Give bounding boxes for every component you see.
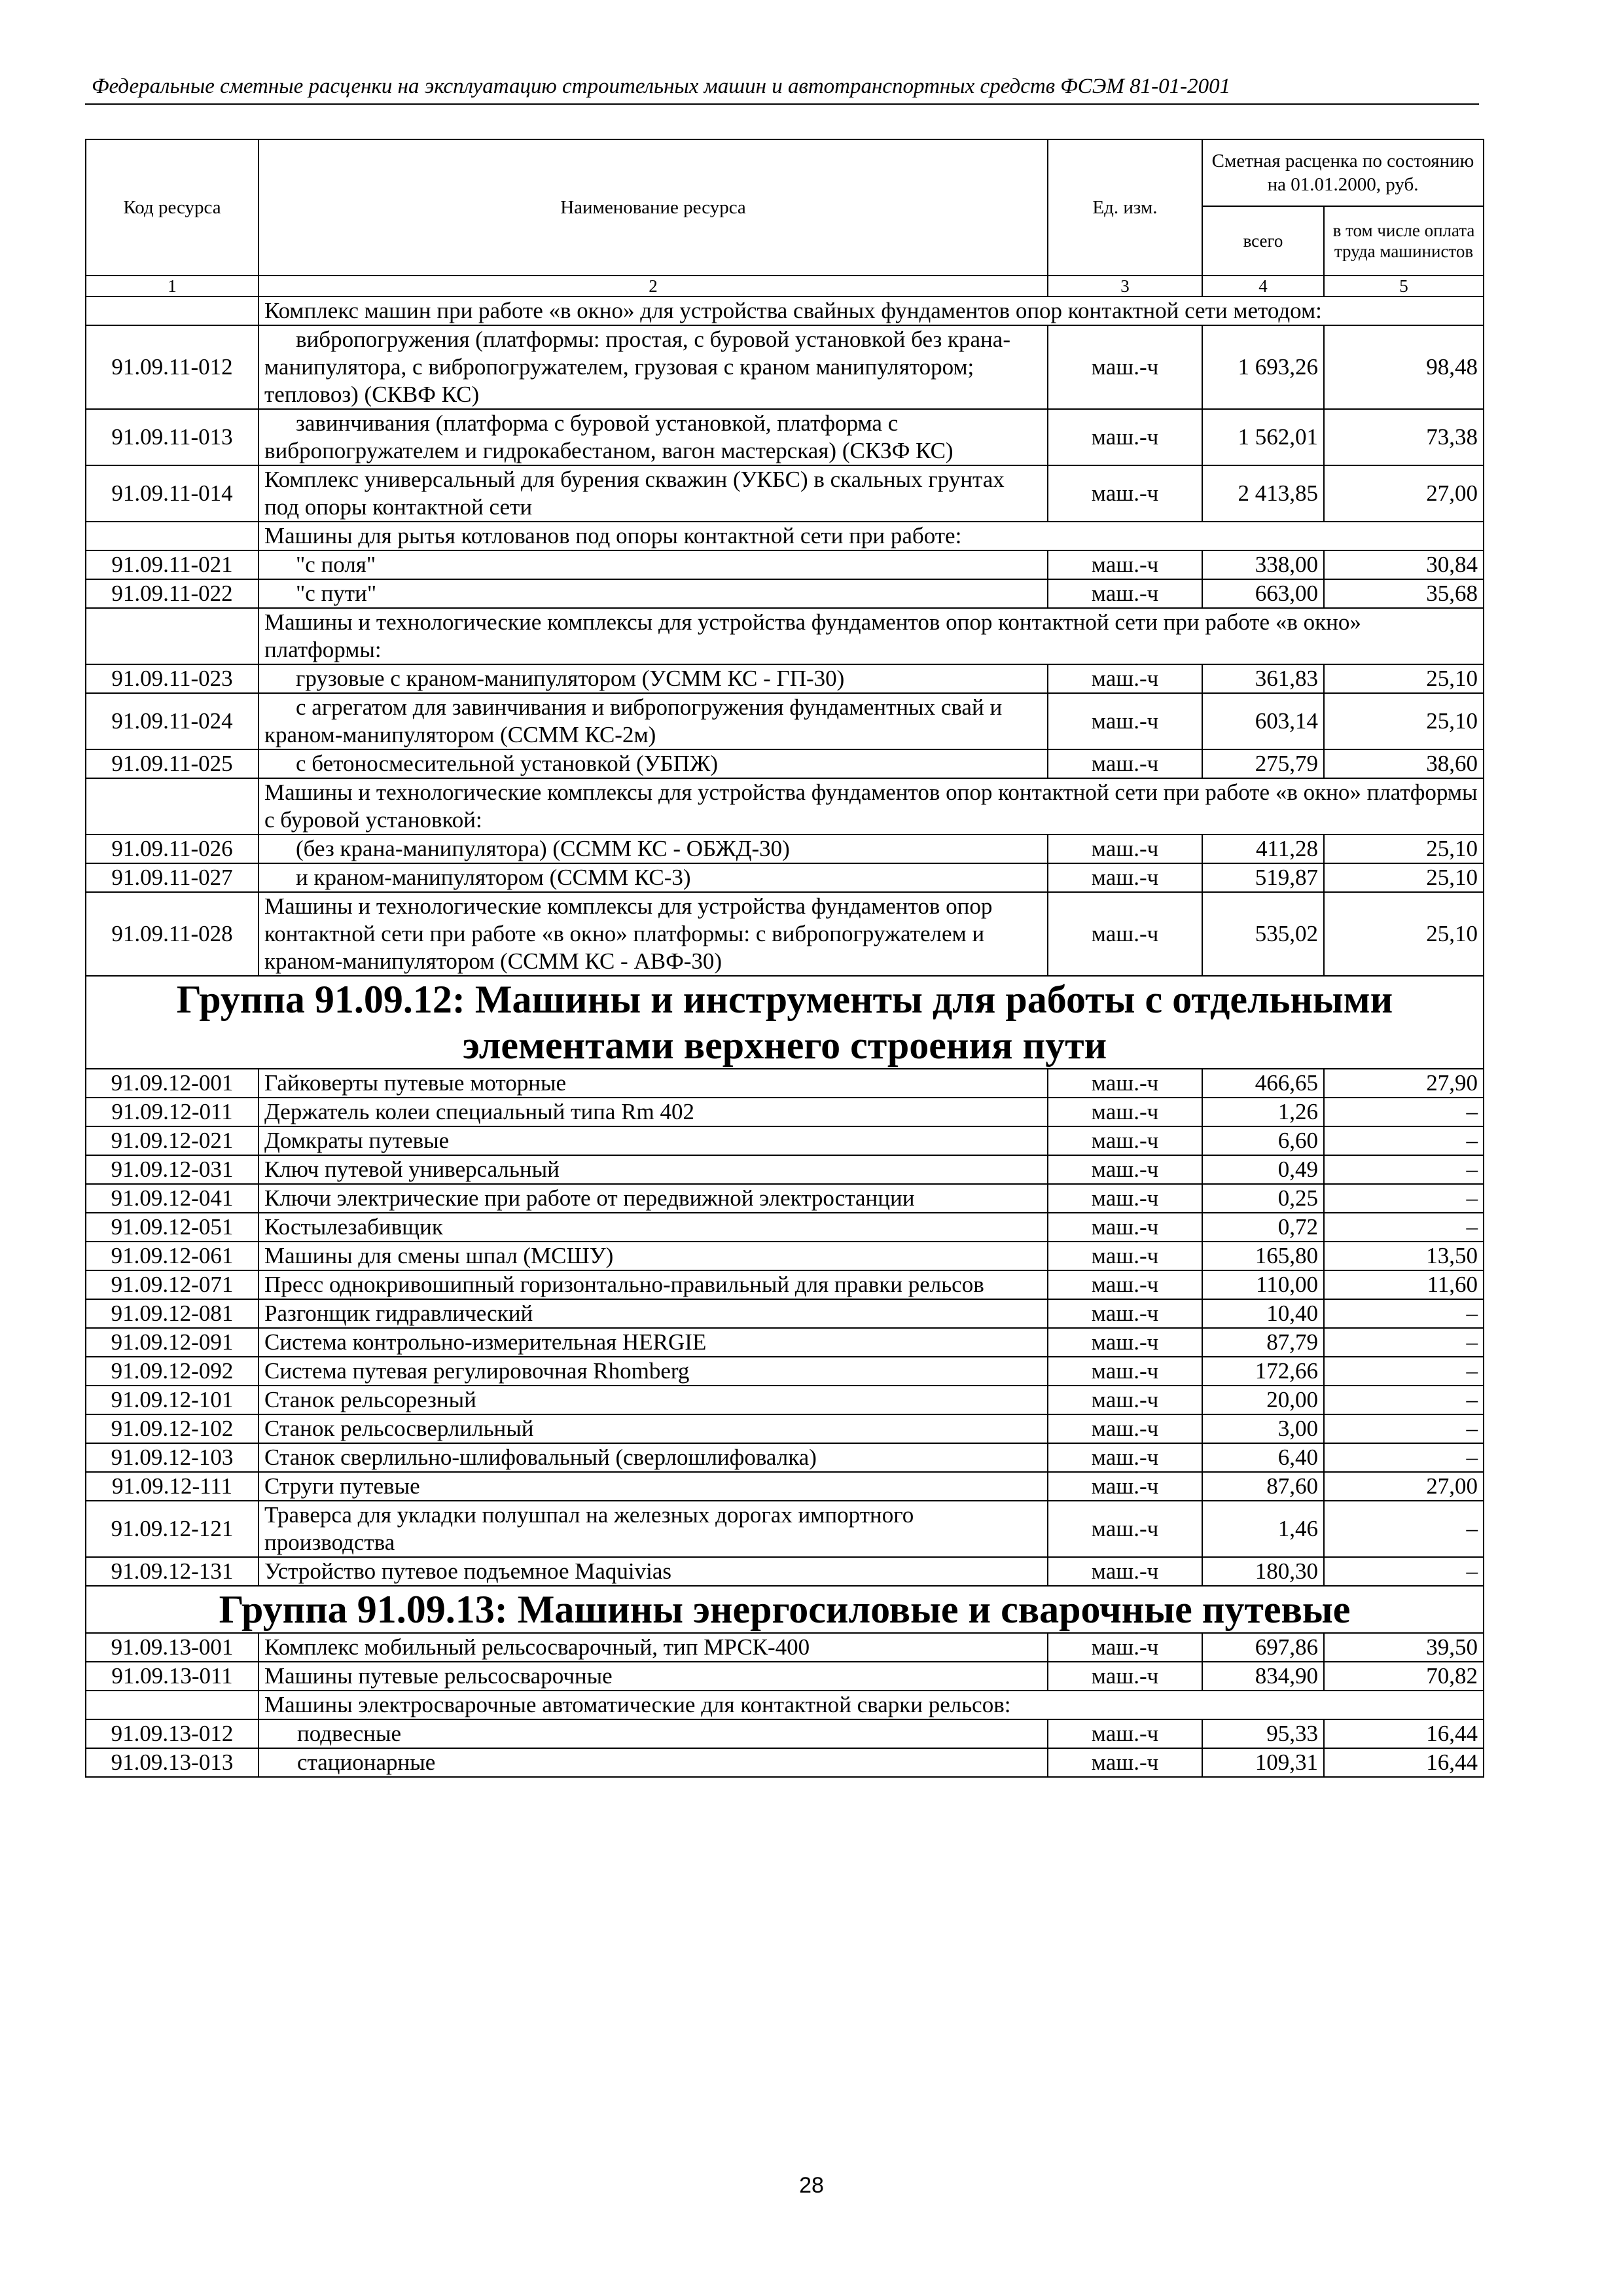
group-heading: Группа 91.09.13: Машины энергосиловые и сварочные путевые bbox=[86, 1586, 1484, 1633]
price-total: 466,65 bbox=[1202, 1069, 1324, 1098]
resource-code: 91.09.12-081 bbox=[86, 1299, 259, 1328]
resource-code: 91.09.11-012 bbox=[86, 325, 259, 409]
price-wage: 98,48 bbox=[1324, 325, 1484, 409]
resource-code: 91.09.12-021 bbox=[86, 1126, 259, 1155]
price-total: 87,79 bbox=[1202, 1328, 1324, 1357]
resource-code: 91.09.11-014 bbox=[86, 465, 259, 522]
price-total: 109,31 bbox=[1202, 1748, 1324, 1777]
price-total: 535,02 bbox=[1202, 892, 1324, 976]
resource-name: подвесные bbox=[259, 1719, 1048, 1748]
price-wage: – bbox=[1324, 1386, 1484, 1414]
unit-cell: маш.-ч bbox=[1048, 1414, 1202, 1443]
section-code-cell bbox=[86, 778, 259, 834]
table-row bbox=[86, 1748, 1484, 1777]
table-row bbox=[86, 1098, 1484, 1126]
unit-cell: маш.-ч bbox=[1048, 863, 1202, 892]
price-wage: 27,90 bbox=[1324, 1069, 1484, 1098]
unit-cell: маш.-ч bbox=[1048, 550, 1202, 579]
table-row bbox=[86, 579, 1484, 608]
unit-cell: маш.-ч bbox=[1048, 1633, 1202, 1662]
resource-name: "с пути" bbox=[259, 579, 1048, 608]
price-wage: 25,10 bbox=[1324, 892, 1484, 976]
resource-name: и краном-манипулятором (ССММ КС-3) bbox=[259, 863, 1048, 892]
unit-cell: маш.-ч bbox=[1048, 834, 1202, 863]
group-heading: Группа 91.09.12: Машины и инструменты для работы с отдельными элементами верхнего строения пути bbox=[86, 976, 1484, 1069]
price-wage: 25,10 bbox=[1324, 693, 1484, 749]
table-row bbox=[86, 892, 1484, 976]
table-row bbox=[86, 664, 1484, 693]
unit-cell: маш.-ч bbox=[1048, 1155, 1202, 1184]
group-row bbox=[86, 976, 1484, 1069]
unit-cell: маш.-ч bbox=[1048, 465, 1202, 522]
group-row bbox=[86, 1586, 1484, 1633]
table-row bbox=[86, 1557, 1484, 1586]
resource-code: 91.09.11-026 bbox=[86, 834, 259, 863]
resource-name: Костылезабивщик bbox=[259, 1213, 1048, 1242]
price-wage: 25,10 bbox=[1324, 863, 1484, 892]
price-wage: 11,60 bbox=[1324, 1270, 1484, 1299]
resource-name: стационарные bbox=[259, 1748, 1048, 1777]
table-row bbox=[86, 1069, 1484, 1098]
header-wage: в том числе оплата труда машинистов bbox=[1324, 206, 1484, 276]
table-row bbox=[86, 1155, 1484, 1184]
price-wage: 38,60 bbox=[1324, 749, 1484, 778]
unit-cell: маш.-ч bbox=[1048, 579, 1202, 608]
table-row bbox=[86, 749, 1484, 778]
table-row bbox=[86, 1472, 1484, 1501]
column-number: 4 bbox=[1202, 276, 1324, 296]
price-total: 0,49 bbox=[1202, 1155, 1324, 1184]
resource-code: 91.09.12-103 bbox=[86, 1443, 259, 1472]
price-wage: – bbox=[1324, 1126, 1484, 1155]
resource-name: Ключ путевой универсальный bbox=[259, 1155, 1048, 1184]
resource-name: Ключи электрические при работе от передвижной электростанции bbox=[259, 1184, 1048, 1213]
table-row bbox=[86, 1633, 1484, 1662]
unit-cell: маш.-ч bbox=[1048, 1357, 1202, 1386]
price-wage: 27,00 bbox=[1324, 1472, 1484, 1501]
section-code-cell bbox=[86, 522, 259, 550]
table-row bbox=[86, 1242, 1484, 1270]
section-heading: Машины и технологические комплексы для устройства фундаментов опор контактной сети при работе «в окно» платформы с буровой установкой: bbox=[259, 778, 1484, 834]
resource-name: Траверса для укладки полушпал на железных дорогах импортного производства bbox=[259, 1501, 1048, 1557]
resource-code: 91.09.12-121 bbox=[86, 1501, 259, 1557]
header-total: всего bbox=[1202, 206, 1324, 276]
price-wage: – bbox=[1324, 1299, 1484, 1328]
unit-cell: маш.-ч bbox=[1048, 1386, 1202, 1414]
price-wage: – bbox=[1324, 1414, 1484, 1443]
column-number: 1 bbox=[86, 276, 259, 296]
unit-cell: маш.-ч bbox=[1048, 1472, 1202, 1501]
section-row bbox=[86, 296, 1484, 325]
section-code-cell bbox=[86, 1691, 259, 1719]
resource-name: Пресс однокривошипный горизонтально-правильный для правки рельсов bbox=[259, 1270, 1048, 1299]
resource-code: 91.09.11-022 bbox=[86, 579, 259, 608]
resource-name: Разгонщик гидравлический bbox=[259, 1299, 1048, 1328]
resource-code: 91.09.12-091 bbox=[86, 1328, 259, 1357]
table-row bbox=[86, 1501, 1484, 1557]
price-wage: – bbox=[1324, 1443, 1484, 1472]
section-code-cell bbox=[86, 296, 259, 325]
resource-name: Домкраты путевые bbox=[259, 1126, 1048, 1155]
table-body bbox=[86, 296, 1484, 1777]
resource-code: 91.09.12-102 bbox=[86, 1414, 259, 1443]
unit-cell: маш.-ч bbox=[1048, 1501, 1202, 1557]
rates-table bbox=[85, 139, 1484, 1778]
table-row bbox=[86, 1386, 1484, 1414]
resource-code: 91.09.11-028 bbox=[86, 892, 259, 976]
resource-name: Система контрольно-измерительная HERGIE bbox=[259, 1328, 1048, 1357]
table-row bbox=[86, 693, 1484, 749]
table-row bbox=[86, 1357, 1484, 1386]
resource-name: Машины для смены шпал (МСШУ) bbox=[259, 1242, 1048, 1270]
price-total: 663,00 bbox=[1202, 579, 1324, 608]
resource-name: вибропогружения (платформы: простая, с буровой установкой без крана- манипулятора, с вибропогружателем, грузовая с краном манипулятором; тепловоз) (СКВФ КС) bbox=[259, 325, 1048, 409]
table-row bbox=[86, 1662, 1484, 1691]
price-wage: 16,44 bbox=[1324, 1748, 1484, 1777]
price-total: 834,90 bbox=[1202, 1662, 1324, 1691]
price-total: 180,30 bbox=[1202, 1557, 1324, 1586]
table-row bbox=[86, 409, 1484, 465]
table-row bbox=[86, 1184, 1484, 1213]
resource-name: Комплекс универсальный для бурения скважин (УКБС) в скальных грунтах под опоры контактной сети bbox=[259, 465, 1048, 522]
section-row bbox=[86, 1691, 1484, 1719]
resource-code: 91.09.12-011 bbox=[86, 1098, 259, 1126]
price-total: 411,28 bbox=[1202, 834, 1324, 863]
resource-name: Станок сверлильно-шлифовальный (сверлошлифовалка) bbox=[259, 1443, 1048, 1472]
header-rule bbox=[85, 103, 1479, 105]
unit-cell: маш.-ч bbox=[1048, 1748, 1202, 1777]
price-wage: – bbox=[1324, 1557, 1484, 1586]
price-total: 1 562,01 bbox=[1202, 409, 1324, 465]
section-heading: Комплекс машин при работе «в окно» для устройства свайных фундаментов опор контактной сети методом: bbox=[259, 296, 1484, 325]
price-total: 2 413,85 bbox=[1202, 465, 1324, 522]
price-wage: – bbox=[1324, 1098, 1484, 1126]
price-wage: – bbox=[1324, 1155, 1484, 1184]
table-row bbox=[86, 1443, 1484, 1472]
table-row bbox=[86, 1270, 1484, 1299]
unit-cell: маш.-ч bbox=[1048, 325, 1202, 409]
price-total: 165,80 bbox=[1202, 1242, 1324, 1270]
price-wage: – bbox=[1324, 1328, 1484, 1357]
price-total: 1 693,26 bbox=[1202, 325, 1324, 409]
unit-cell: маш.-ч bbox=[1048, 1719, 1202, 1748]
resource-name: (без крана-манипулятора) (ССММ КС - ОБЖД-30) bbox=[259, 834, 1048, 863]
resource-name: с агрегатом для завинчивания и вибропогружения фундаментных свай и краном-манипулятором (ССММ КС-2м) bbox=[259, 693, 1048, 749]
resource-code: 91.09.13-011 bbox=[86, 1662, 259, 1691]
price-total: 361,83 bbox=[1202, 664, 1324, 693]
price-wage: – bbox=[1324, 1213, 1484, 1242]
price-total: 603,14 bbox=[1202, 693, 1324, 749]
resource-name: Комплекс мобильный рельсосварочный, тип МРСК-400 bbox=[259, 1633, 1048, 1662]
section-row bbox=[86, 522, 1484, 550]
resource-name: Машины путевые рельсосварочные bbox=[259, 1662, 1048, 1691]
price-total: 95,33 bbox=[1202, 1719, 1324, 1748]
table-row bbox=[86, 1414, 1484, 1443]
price-total: 10,40 bbox=[1202, 1299, 1324, 1328]
section-heading: Машины и технологические комплексы для устройства фундаментов опор контактной сети при работе «в окно» платформы: bbox=[259, 608, 1484, 664]
resource-name: Устройство путевое подъемное Maquivias bbox=[259, 1557, 1048, 1586]
resource-code: 91.09.12-071 bbox=[86, 1270, 259, 1299]
price-total: 87,60 bbox=[1202, 1472, 1324, 1501]
table-row bbox=[86, 550, 1484, 579]
column-number: 3 bbox=[1048, 276, 1202, 296]
table-row bbox=[86, 1213, 1484, 1242]
unit-cell: маш.-ч bbox=[1048, 1242, 1202, 1270]
resource-code: 91.09.12-092 bbox=[86, 1357, 259, 1386]
resource-code: 91.09.12-061 bbox=[86, 1242, 259, 1270]
price-wage: 25,10 bbox=[1324, 834, 1484, 863]
price-wage: 30,84 bbox=[1324, 550, 1484, 579]
unit-cell: маш.-ч bbox=[1048, 1213, 1202, 1242]
price-total: 6,40 bbox=[1202, 1443, 1324, 1472]
resource-name: Машины и технологические комплексы для устройства фундаментов опор контактной сети при работе «в окно» платформы: с вибропогружателем и краном-манипулятором (ССММ КС - АВФ-30) bbox=[259, 892, 1048, 976]
price-total: 172,66 bbox=[1202, 1357, 1324, 1386]
table-row bbox=[86, 1328, 1484, 1357]
unit-cell: маш.-ч bbox=[1048, 1069, 1202, 1098]
price-wage: 16,44 bbox=[1324, 1719, 1484, 1748]
column-number: 2 bbox=[259, 276, 1048, 296]
resource-code: 91.09.12-101 bbox=[86, 1386, 259, 1414]
unit-cell: маш.-ч bbox=[1048, 1299, 1202, 1328]
price-total: 0,25 bbox=[1202, 1184, 1324, 1213]
table-row bbox=[86, 1719, 1484, 1748]
unit-cell: маш.-ч bbox=[1048, 749, 1202, 778]
resource-name: Станок рельсосверлильный bbox=[259, 1414, 1048, 1443]
document-header-title: Федеральные сметные расценки на эксплуатацию строительных машин и автотранспортных средств ФСЭМ 81-01-2001 bbox=[92, 75, 1231, 98]
price-wage: – bbox=[1324, 1184, 1484, 1213]
unit-cell: маш.-ч bbox=[1048, 892, 1202, 976]
resource-name: Станок рельсорезный bbox=[259, 1386, 1048, 1414]
price-total: 697,86 bbox=[1202, 1633, 1324, 1662]
price-total: 20,00 bbox=[1202, 1386, 1324, 1414]
unit-cell: маш.-ч bbox=[1048, 1184, 1202, 1213]
table-row bbox=[86, 863, 1484, 892]
unit-cell: маш.-ч bbox=[1048, 1557, 1202, 1586]
resource-code: 91.09.13-013 bbox=[86, 1748, 259, 1777]
price-wage: 39,50 bbox=[1324, 1633, 1484, 1662]
resource-name: Гайковерты путевые моторные bbox=[259, 1069, 1048, 1098]
resource-code: 91.09.11-025 bbox=[86, 749, 259, 778]
resource-name: Система путевая регулировочная Rhomberg bbox=[259, 1357, 1048, 1386]
price-wage: 27,00 bbox=[1324, 465, 1484, 522]
header-unit: Ед. изм. bbox=[1048, 139, 1202, 276]
price-total: 110,00 bbox=[1202, 1270, 1324, 1299]
header-price: Сметная расценка по состоянию на 01.01.2000, руб. bbox=[1202, 139, 1484, 206]
price-total: 6,60 bbox=[1202, 1126, 1324, 1155]
price-wage: 70,82 bbox=[1324, 1662, 1484, 1691]
table-row bbox=[86, 465, 1484, 522]
page-number: 28 bbox=[799, 2173, 824, 2198]
price-total: 0,72 bbox=[1202, 1213, 1324, 1242]
header-code: Код ресурса bbox=[86, 139, 259, 276]
resource-name: "с поля" bbox=[259, 550, 1048, 579]
price-total: 1,26 bbox=[1202, 1098, 1324, 1126]
price-wage: 35,68 bbox=[1324, 579, 1484, 608]
price-total: 275,79 bbox=[1202, 749, 1324, 778]
price-wage: 25,10 bbox=[1324, 664, 1484, 693]
resource-name: завинчивания (платформа с буровой установкой, платформа с вибропогружателем и гидрокабестаном, вагон мастерская) (СКЗФ КС) bbox=[259, 409, 1048, 465]
unit-cell: маш.-ч bbox=[1048, 1443, 1202, 1472]
price-total: 519,87 bbox=[1202, 863, 1324, 892]
table-row bbox=[86, 834, 1484, 863]
unit-cell: маш.-ч bbox=[1048, 1270, 1202, 1299]
resource-name: Держатель колеи специальный типа Rm 402 bbox=[259, 1098, 1048, 1126]
resource-name: Струги путевые bbox=[259, 1472, 1048, 1501]
unit-cell: маш.-ч bbox=[1048, 1662, 1202, 1691]
resource-code: 91.09.13-012 bbox=[86, 1719, 259, 1748]
section-row bbox=[86, 778, 1484, 834]
resource-code: 91.09.11-023 bbox=[86, 664, 259, 693]
price-wage: – bbox=[1324, 1501, 1484, 1557]
resource-code: 91.09.11-013 bbox=[86, 409, 259, 465]
resource-code: 91.09.12-031 bbox=[86, 1155, 259, 1184]
price-total: 338,00 bbox=[1202, 550, 1324, 579]
resource-code: 91.09.12-001 bbox=[86, 1069, 259, 1098]
resource-code: 91.09.13-001 bbox=[86, 1633, 259, 1662]
price-wage: 73,38 bbox=[1324, 409, 1484, 465]
table-row bbox=[86, 1299, 1484, 1328]
resource-code: 91.09.11-027 bbox=[86, 863, 259, 892]
resource-code: 91.09.12-051 bbox=[86, 1213, 259, 1242]
price-wage: – bbox=[1324, 1357, 1484, 1386]
section-heading: Машины электросварочные автоматические для контактной сварки рельсов: bbox=[259, 1691, 1484, 1719]
resource-name: грузовые с краном-манипулятором (УСММ КС - ГП-30) bbox=[259, 664, 1048, 693]
unit-cell: маш.-ч bbox=[1048, 664, 1202, 693]
unit-cell: маш.-ч bbox=[1048, 409, 1202, 465]
unit-cell: маш.-ч bbox=[1048, 1126, 1202, 1155]
column-number: 5 bbox=[1324, 276, 1484, 296]
resource-name: с бетоносмесительной установкой (УБПЖ) bbox=[259, 749, 1048, 778]
unit-cell: маш.-ч bbox=[1048, 693, 1202, 749]
resource-code: 91.09.11-024 bbox=[86, 693, 259, 749]
price-wage: 13,50 bbox=[1324, 1242, 1484, 1270]
price-total: 1,46 bbox=[1202, 1501, 1324, 1557]
unit-cell: маш.-ч bbox=[1048, 1328, 1202, 1357]
section-code-cell bbox=[86, 608, 259, 664]
resource-code: 91.09.12-111 bbox=[86, 1472, 259, 1501]
section-row bbox=[86, 608, 1484, 664]
price-total: 3,00 bbox=[1202, 1414, 1324, 1443]
header-name: Наименование ресурса bbox=[259, 139, 1048, 276]
table-row bbox=[86, 325, 1484, 409]
resource-code: 91.09.12-131 bbox=[86, 1557, 259, 1586]
unit-cell: маш.-ч bbox=[1048, 1098, 1202, 1126]
resource-code: 91.09.11-021 bbox=[86, 550, 259, 579]
resource-code: 91.09.12-041 bbox=[86, 1184, 259, 1213]
section-heading: Машины для рытья котлованов под опоры контактной сети при работе: bbox=[259, 522, 1484, 550]
table-row bbox=[86, 1126, 1484, 1155]
